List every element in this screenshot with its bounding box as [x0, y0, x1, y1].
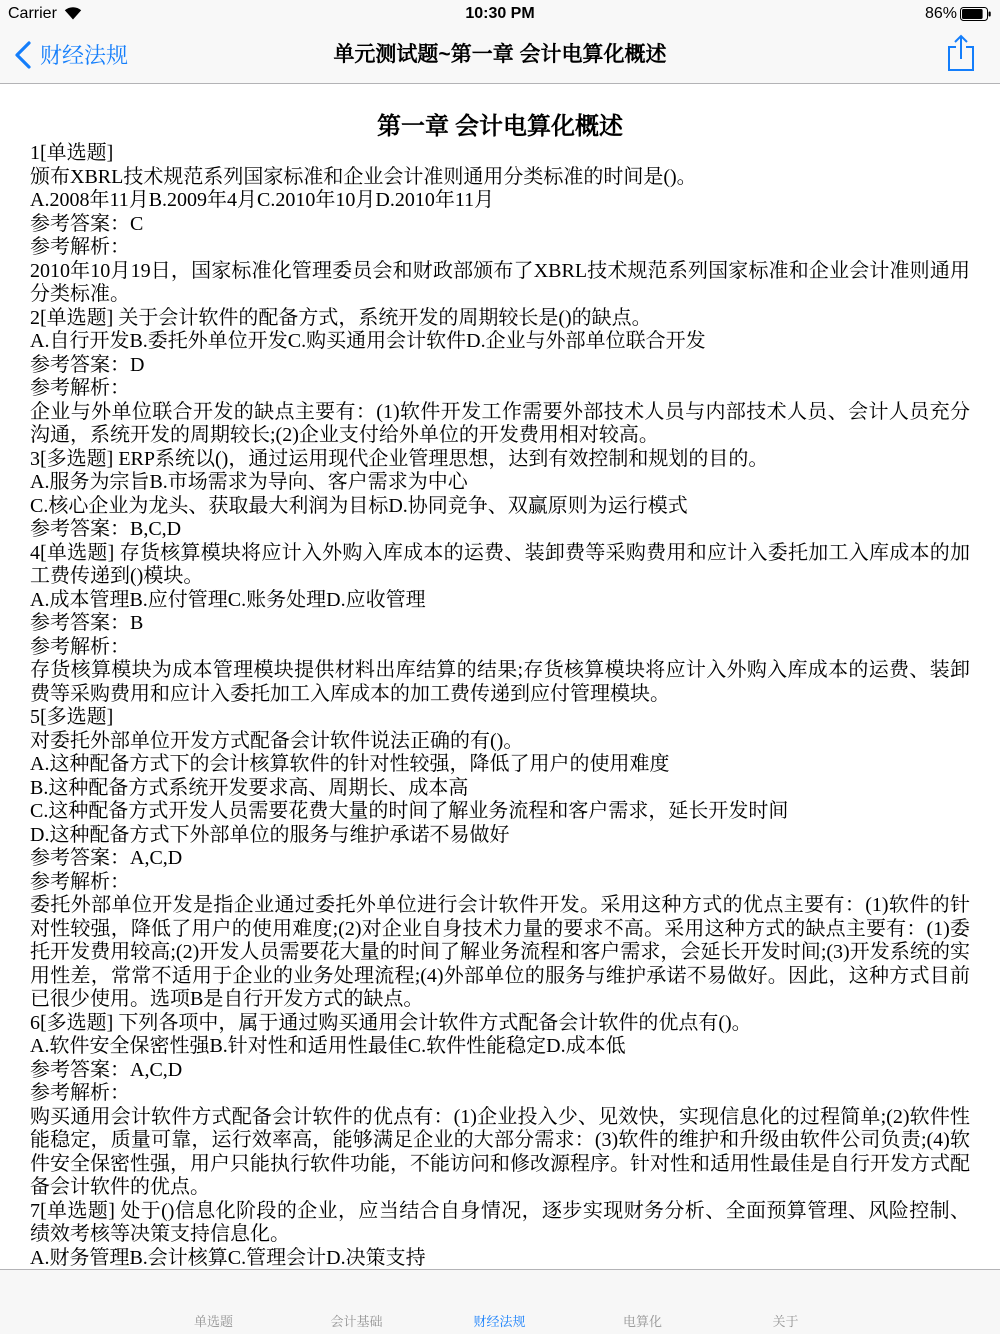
- navigation-bar: [0, 26, 1000, 83]
- top-bar: [0, 0, 1000, 84]
- reference-answer: 参考答案：C: [30, 212, 144, 235]
- tab-group: [142, 1270, 857, 1334]
- share-icon: [946, 34, 976, 72]
- answer-options: A.软件安全保密性强B.针对性和适用性最佳C.软件性能稳定D.成本低: [30, 1035, 626, 1057]
- tab-label: 电算化: [622, 1314, 662, 1329]
- tab-label: 单选题: [193, 1314, 233, 1329]
- status-bar: [0, 0, 1000, 26]
- reference-answer: 参考答案：B,C,D: [30, 518, 182, 540]
- question-stem: 6[多选题] 下列各项中，属于通过购买通用会计软件方式配备会计软件的优点有()。: [30, 1011, 752, 1034]
- page-title: 单元测试题~第一章 会计电算化概述: [333, 43, 667, 66]
- answer-option: B.这种配备方式系统开发要求高、周期长、成本高: [30, 776, 469, 799]
- tab-accounting-basics[interactable]: [285, 1270, 428, 1334]
- tab-finance-law[interactable]: [428, 1270, 571, 1334]
- question-type-label: 1[单选题]: [30, 142, 114, 164]
- answer-option: C.核心企业为龙头、获取最大利润为目标D.协同竞争、双赢原则为运行模式: [30, 494, 688, 517]
- battery-icon: [960, 7, 992, 21]
- analysis-text: 存货核算模块为成本管理模块提供材料出库结算的结果;存货核算模块将应计入外购入库成本的运费、装卸费等采购费用和应计入委托加工入库成本的加工费传递到应付管理模块。: [30, 659, 970, 705]
- carrier-label: Carrier: [8, 5, 57, 22]
- tab-computerized-accounting[interactable]: [571, 1270, 714, 1334]
- answer-option: D.这种配备方式下外部单位的服务与维护承诺不易做好: [30, 823, 510, 846]
- tab-label: 财经法规: [473, 1314, 526, 1329]
- analysis-text: 企业与外单位联合开发的缺点主要有：(1)软件开发工作需要外部技术人员与内部技术人员、会计人员充分沟通，系统开发的周期较长;(2)企业支付给外单位的开发费用相对较高。: [30, 400, 970, 446]
- share-button[interactable]: [946, 34, 976, 72]
- reference-answer: 参考答案：B: [30, 612, 144, 634]
- question-type-label: 5[多选题]: [30, 706, 114, 728]
- question-stem: 3[多选题] ERP系统以()，通过运用现代企业管理思想，达到有效控制和规划的目的。: [30, 447, 769, 470]
- tab-bar: [0, 1269, 1000, 1334]
- analysis-label: 参考解析：: [30, 377, 130, 399]
- answer-options: A.成本管理B.应付管理C.账务处理D.应收管理: [30, 588, 426, 611]
- reference-answer: 参考答案：A,C,D: [30, 1058, 183, 1081]
- status-time: 10:30 PM: [465, 5, 535, 22]
- analysis-text: 2010年10月19日，国家标准化管理委员会和财政部颁布了XBRL技术规范系列国家标准和企业会计准则通用分类标准。: [30, 259, 970, 305]
- tab-label: 会计基础: [330, 1314, 383, 1329]
- answer-options: A.2008年11月B.2009年4月C.2010年10月D.2010年11月: [30, 189, 495, 211]
- chapter-heading: 第一章 会计电算化概述: [377, 114, 623, 140]
- question-stem: 颁布XBRL技术规范系列国家标准和企业会计准则通用分类标准的时间是()。: [30, 165, 697, 188]
- analysis-label: 参考解析：: [30, 1082, 130, 1104]
- tab-about[interactable]: [714, 1270, 857, 1334]
- answer-options: A.自行开发B.委托外单位开发C.购买通用会计软件D.企业与外部单位联合开发: [30, 330, 706, 352]
- question-stem: 4[单选题] 存货核算模块将应计入外购入库成本的运费、装卸费等采购费用和应计入委托加工入库成本的加工费传递到()模块。: [30, 541, 970, 587]
- content-scroll-area[interactable]: [30, 84, 970, 1334]
- answer-option: A.这种配备方式下的会计核算软件的针对性较强，降低了用户的使用难度: [30, 753, 670, 775]
- battery-percentage: 86%: [924, 5, 957, 22]
- analysis-label: 参考解析：: [30, 236, 130, 258]
- analysis-text: 委托外部单位开发是指企业通过委托外单位进行会计软件开发。采用这种方式的优点主要有：(1)软件的针对性较强，降低了用户的使用难度;(2)对企业自身技术力量的要求不高。采用这种方式的缺点主要有：(1)委托开发费用较高;(2)开发人员需要花大量的时间了解业务流程和客户需求，会延长开发时间;(3)开发系统的实用性差，常常不适用于企业的业务处理流程;(4)外部单位的服务与维护承诺不易做好。因此，这种方式目前已很少使用。选项B是自行开发方式的缺点。: [30, 894, 970, 1010]
- question-stem: 2[单选题] 关于会计软件的配备方式，系统开发的周期较长是()的缺点。: [30, 306, 652, 329]
- answer-option: C.这种配备方式开发人员需要花费大量的时间了解业务流程和客户需求，延长开发时间: [30, 800, 789, 822]
- question-stem: 对委托外部单位开发方式配备会计软件说法正确的有()。: [30, 729, 524, 752]
- answer-option: A.服务为宗旨B.市场需求为导向、客户需求为中心: [30, 471, 468, 493]
- analysis-label: 参考解析：: [30, 635, 130, 658]
- analysis-label: 参考解析：: [30, 870, 130, 893]
- back-button-label: 财经法规: [40, 43, 129, 68]
- question-stem: 7[单选题] 处于()信息化阶段的企业，应当结合自身情况，逐步实现财务分析、全面预算管理、风险控制、绩效考核等决策支持信息化。: [30, 1199, 970, 1245]
- analysis-text: 购买通用会计软件方式配备会计软件的优点有：(1)企业投入少、见效快，实现信息化的过程简单;(2)软件性能稳定，质量可靠，运行效率高，能够满足企业的大部分需求：(3)软件的维护和升级由软件公司负责;(4)软件安全保密性强，用户只能执行软件功能，不能访问和修改源程序。针对性和适用性最佳是自行开发方式配备会计软件的优点。: [30, 1105, 970, 1198]
- chevron-left-icon: [14, 41, 32, 69]
- answer-options: A.财务管理B.会计核算C.管理会计D.决策支持: [30, 1246, 426, 1269]
- reference-answer: 参考答案：D: [30, 353, 145, 376]
- back-button[interactable]: [14, 26, 128, 83]
- tab-label: 关于: [772, 1314, 799, 1329]
- reference-answer: 参考答案：A,C,D: [30, 847, 183, 869]
- tab-single-choice[interactable]: [142, 1270, 285, 1334]
